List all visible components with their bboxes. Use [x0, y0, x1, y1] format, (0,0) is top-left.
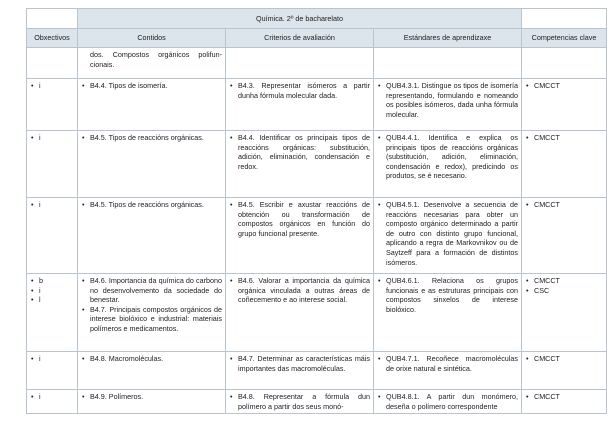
column-header-criteria: Criterios de avaliación	[226, 29, 374, 48]
objective-item: • i	[30, 133, 74, 143]
criteria-cell	[226, 198, 374, 274]
content-item: • B4.7. Principais compostos orgánicos de interese biolóxico e industrial: materiais polímeros e medicamentos.	[81, 305, 222, 334]
competences-cell	[522, 352, 607, 390]
content-item: • B4.6. Importancia da química do carbono no desenvolvemento da sociedade do benestar.	[81, 276, 222, 305]
standard-cell	[374, 79, 522, 131]
competences-cell	[522, 274, 607, 352]
column-header-competences: Competencias clave	[522, 29, 607, 48]
contents-cell	[78, 131, 226, 198]
criteria-item: • B4.8. Representar a fórmula dun polímero a partir dos seus monó-	[229, 392, 370, 411]
criteria-item: • B4.7. Determinar as características máis importantes das macromoléculas.	[229, 354, 370, 373]
criteria-item: • B4.3. Representar isómeros a partir dunha fórmula molecular dada.	[229, 81, 370, 100]
empty-corner-cell	[522, 9, 607, 29]
column-header-objectives: Obxectivos	[27, 29, 78, 48]
column-header-contents: Contidos	[78, 29, 226, 48]
objectives-cell	[27, 390, 78, 414]
content-item: • B4.9. Polímeros.	[81, 392, 222, 402]
table-row	[27, 198, 607, 274]
competences-cell	[522, 131, 607, 198]
competence-item: • CMCCT	[525, 392, 603, 402]
standard-cell	[374, 198, 522, 274]
table-cell	[27, 48, 78, 79]
table-row	[27, 131, 607, 198]
competence-item: • CSC	[525, 286, 603, 296]
content-item: • B4.5. Tipos de reaccións orgánicas.	[81, 133, 222, 143]
standard-item: • QUB4.3.1. Distingue os tipos de isomería representando, formulando e nomeando os posibles isómeros, dada unha fórmula molecular.	[377, 81, 518, 119]
table-row	[27, 352, 607, 390]
objective-item: • i	[30, 286, 74, 296]
curriculum-table	[26, 8, 607, 414]
standard-cell	[374, 352, 522, 390]
objectives-cell	[27, 198, 78, 274]
criteria-cell	[226, 79, 374, 131]
objective-item: • i	[30, 354, 74, 364]
competences-cell	[522, 390, 607, 414]
contents-cell	[78, 198, 226, 274]
standard-cell	[374, 274, 522, 352]
objectives-cell	[27, 79, 78, 131]
competence-item: • CMCCT	[525, 200, 603, 210]
criteria-item: • B4.6. Valorar a importancia da química orgánica vinculada a outras áreas de coñecemento e ao interese social.	[229, 276, 370, 305]
objectives-cell	[27, 274, 78, 352]
competence-item: • CMCCT	[525, 81, 603, 91]
empty-corner-cell	[27, 9, 78, 29]
standard-cell	[374, 390, 522, 414]
column-header-standards: Estándares de aprendizaxe	[374, 29, 522, 48]
standard-item: • QUB4.8.1. A partir dun monómero, deseña o polímero correspondente	[377, 392, 518, 411]
standard-cell	[374, 131, 522, 198]
objective-item: • i	[30, 392, 74, 402]
standard-item: • QUB4.7.1. Recoñece macromoléculas de orixe natural e sintética.	[377, 354, 518, 373]
objectives-cell	[27, 352, 78, 390]
objective-item: • l	[30, 295, 74, 305]
table-title: Química. 2º de bacharelato	[78, 9, 522, 29]
standard-item: • QUB4.4.1. Identifica e explica os principais tipos de reaccións orgánicas (substitución, adición, eliminación, condensación e redox), predicindo os produtos, se é necesario.	[377, 133, 518, 181]
content-item: • B4.4. Tipos de isomería.	[81, 81, 222, 91]
continuation-text: dos. Compostos orgánicos polifun-cionais.	[90, 50, 222, 69]
competences-cell	[522, 198, 607, 274]
contents-cell	[78, 274, 226, 352]
table-cell	[226, 48, 374, 79]
contents-cell	[78, 390, 226, 414]
criteria-cell	[226, 390, 374, 414]
competences-cell	[522, 79, 607, 131]
curriculum-table-container	[26, 8, 607, 414]
competence-item: • CMCCT	[525, 276, 603, 286]
contents-cell	[78, 352, 226, 390]
contents-cell	[78, 79, 226, 131]
table-cell	[522, 48, 607, 79]
content-item: • B4.8. Macromoléculas.	[81, 354, 222, 364]
competence-item: • CMCCT	[525, 354, 603, 364]
competence-item: • CMCCT	[525, 133, 603, 143]
criteria-item: • B4.5. Escribir e axustar reaccións de obtención ou transformación de compostos orgánicos en función do grupo funcional presente.	[229, 200, 370, 238]
table-row	[27, 390, 607, 414]
objectives-cell	[27, 131, 78, 198]
criteria-cell	[226, 274, 374, 352]
criteria-cell	[226, 352, 374, 390]
objective-item: • i	[30, 81, 74, 91]
criteria-cell	[226, 131, 374, 198]
table-row	[27, 79, 607, 131]
table-row	[27, 274, 607, 352]
standard-item: • QUB4.6.1. Relaciona os grupos funcionais e as estruturas principais con compostos sinxelos de interese biolóxico.	[377, 276, 518, 314]
objective-item: • i	[30, 200, 74, 210]
standard-item: • QUB4.5.1. Desenvolve a secuencia de reaccións necesarias para obter un composto orgánico determinado a partir de outro con distinto grupo funcional, aplicando a regra de Markovnikov ou de Saytzeff para a formación de distintos isómeros.	[377, 200, 518, 267]
table-cell	[374, 48, 522, 79]
table-cell	[78, 48, 226, 79]
objective-item: • b	[30, 276, 74, 286]
criteria-item: • B4.4. Identificar os principais tipos de reaccións orgánicas: substitución, adición, eliminación, condensación e redox.	[229, 133, 370, 171]
table-row-continuation	[27, 48, 607, 79]
content-item: • B4.5. Tipos de reaccións orgánicas.	[81, 200, 222, 210]
